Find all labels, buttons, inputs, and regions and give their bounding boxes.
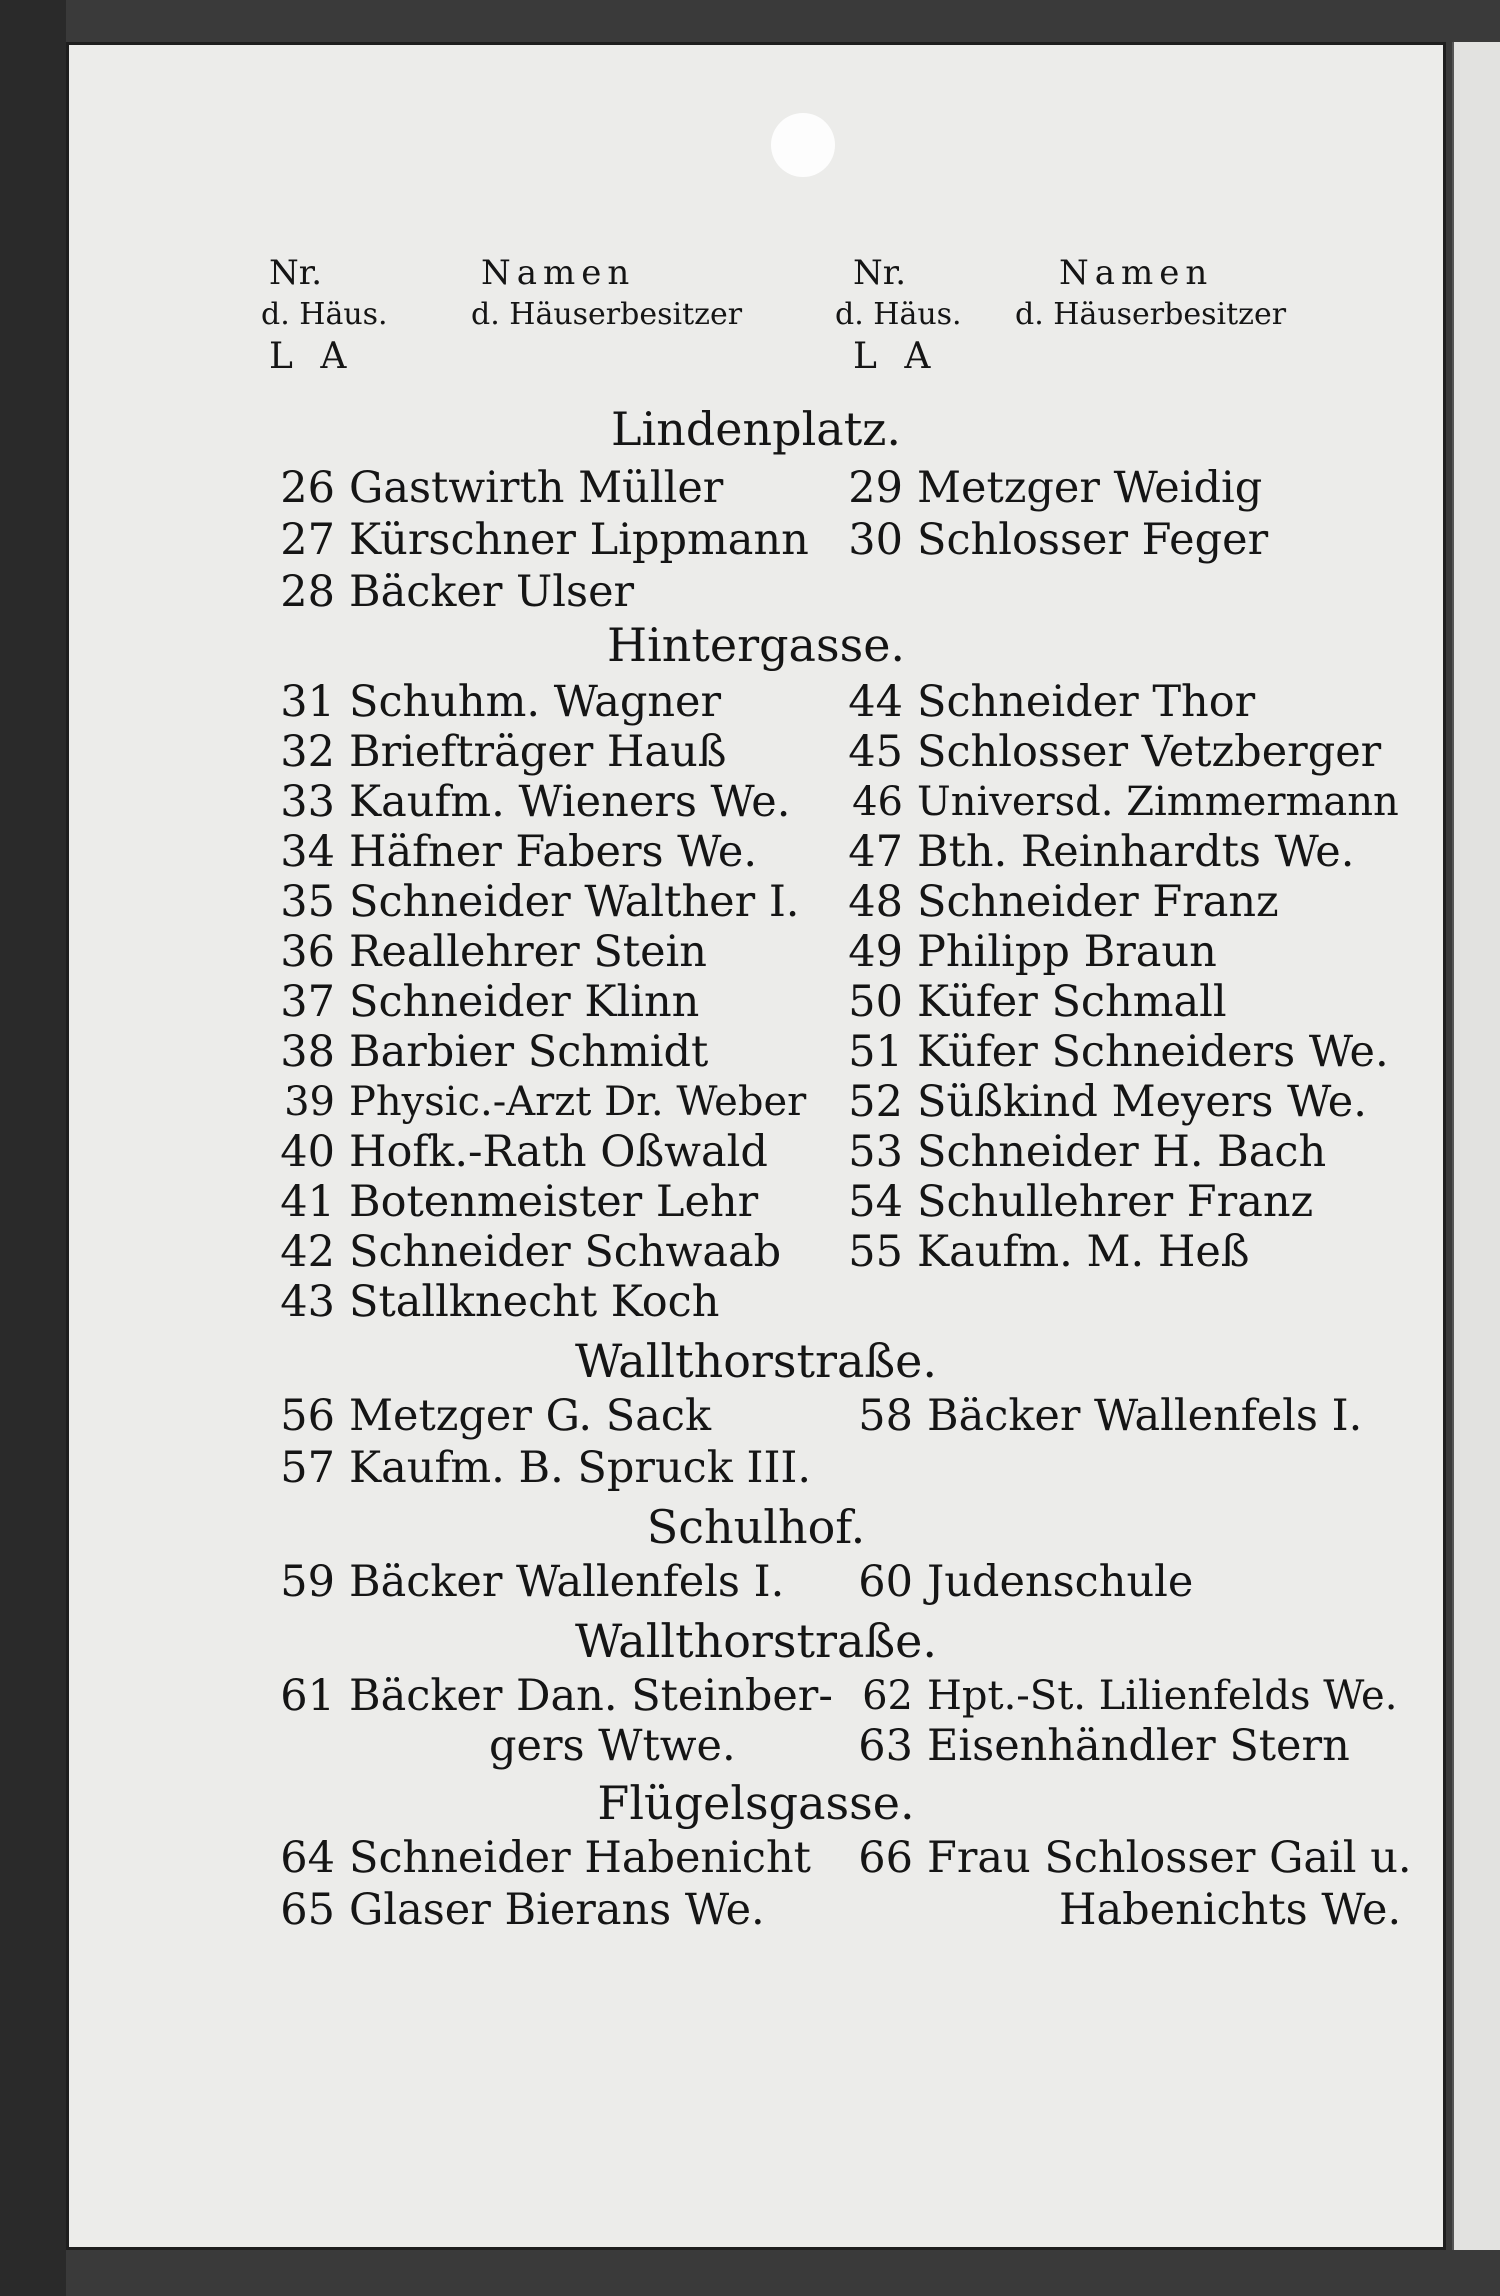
header-left-namen: Namen: [481, 253, 636, 293]
list-item: 27 Kürschner Lippmann: [280, 515, 809, 565]
list-item: 33 Kaufm. Wieners We.: [280, 777, 791, 827]
list-item: 31 Schuhm. Wagner: [280, 677, 722, 727]
section-title-wallthorstrasse: Wallthorstraße.: [574, 1334, 937, 1388]
section-title-fluegelsgasse: Flügelsgasse.: [597, 1776, 915, 1830]
list-item: 54 Schullehrer Franz: [848, 1177, 1314, 1227]
list-item: 60 Judenschule: [858, 1557, 1194, 1607]
list-item: 37 Schneider Klinn: [280, 977, 700, 1027]
header-right-nr: Nr.: [853, 253, 907, 293]
list-item: 63 Eisenhändler Stern: [858, 1721, 1350, 1771]
list-item: 65 Glaser Bierans We.: [280, 1885, 765, 1935]
list-item: 66 Frau Schlosser Gail u.: [858, 1833, 1412, 1883]
header-right-la: L A: [853, 336, 939, 377]
list-item: 46 Universd. Zimmermann: [852, 779, 1399, 825]
book-binding: [0, 0, 66, 2296]
section-title-wallthorstrasse-2: Wallthorstraße.: [574, 1614, 937, 1668]
section-title-lindenplatz: Lindenplatz.: [610, 402, 902, 456]
list-item: 36 Reallehrer Stein: [280, 927, 707, 977]
punch-hole: [771, 113, 835, 177]
list-item: 64 Schneider Habenicht: [280, 1833, 811, 1883]
list-item: 30 Schlosser Feger: [848, 515, 1269, 565]
list-item: 43 Stallknecht Koch: [280, 1277, 720, 1327]
list-item: 47 Bth. Reinhardts We.: [848, 827, 1355, 877]
list-item: 26 Gastwirth Müller: [280, 463, 724, 513]
list-item: 32 Briefträger Hauß: [280, 727, 727, 777]
list-item: 48 Schneider Franz: [848, 877, 1279, 927]
list-item: 53 Schneider H. Bach: [848, 1127, 1327, 1177]
list-item: 61 Bäcker Dan. Steinber-: [280, 1671, 833, 1721]
list-item: 38 Barbier Schmidt: [280, 1027, 709, 1077]
header-left-nr-sub: d. Häus.: [261, 297, 388, 332]
list-item: 42 Schneider Schwaab: [280, 1227, 782, 1277]
list-item: 50 Küfer Schmall: [848, 977, 1227, 1027]
list-item: 40 Hofk.-Rath Oßwald: [280, 1127, 768, 1177]
section-title-schulhof: Schulhof.: [646, 1500, 866, 1554]
list-item: 59 Bäcker Wallenfels I.: [280, 1557, 785, 1607]
list-item: 41 Botenmeister Lehr: [280, 1177, 759, 1227]
section-title-hintergasse: Hintergasse.: [606, 618, 906, 672]
list-item: 28 Bäcker Ulser: [280, 567, 635, 617]
list-item: 56 Metzger G. Sack: [280, 1391, 711, 1441]
list-item: 45 Schlosser Vetzberger: [848, 727, 1382, 777]
list-item: 55 Kaufm. M. Heß: [848, 1227, 1250, 1277]
list-item-continuation: gers Wtwe.: [489, 1721, 736, 1771]
list-item: 35 Schneider Walther I.: [280, 877, 800, 927]
list-item: 52 Süßkind Meyers We.: [848, 1077, 1367, 1127]
list-item: 58 Bäcker Wallenfels I.: [858, 1391, 1363, 1441]
list-item: 51 Küfer Schneiders We.: [848, 1027, 1389, 1077]
header-right-namen: Namen: [1059, 253, 1214, 293]
header-left-la: L A: [269, 336, 355, 377]
list-item: 62 Hpt.-St. Lilienfelds We.: [862, 1673, 1398, 1719]
header-left-nr: Nr.: [269, 253, 323, 293]
list-item: 39 Physic.-Arzt Dr. Weber: [284, 1079, 807, 1125]
list-item: 44 Schneider Thor: [848, 677, 1256, 727]
adjacent-page-edge: [1452, 42, 1500, 2250]
list-item: 34 Häfner Fabers We.: [280, 827, 758, 877]
list-item: 29 Metzger Weidig: [848, 463, 1263, 513]
list-item-continuation: Habenichts We.: [1059, 1885, 1402, 1935]
list-item: 57 Kaufm. B. Spruck III.: [280, 1443, 812, 1493]
header-right-nr-sub: d. Häus.: [835, 297, 962, 332]
header-left-namen-sub: d. Häuserbesitzer: [471, 297, 743, 332]
document-page: [66, 42, 1446, 2250]
list-item: 49 Philipp Braun: [848, 927, 1217, 977]
header-right-namen-sub: d. Häuserbesitzer: [1015, 297, 1287, 332]
